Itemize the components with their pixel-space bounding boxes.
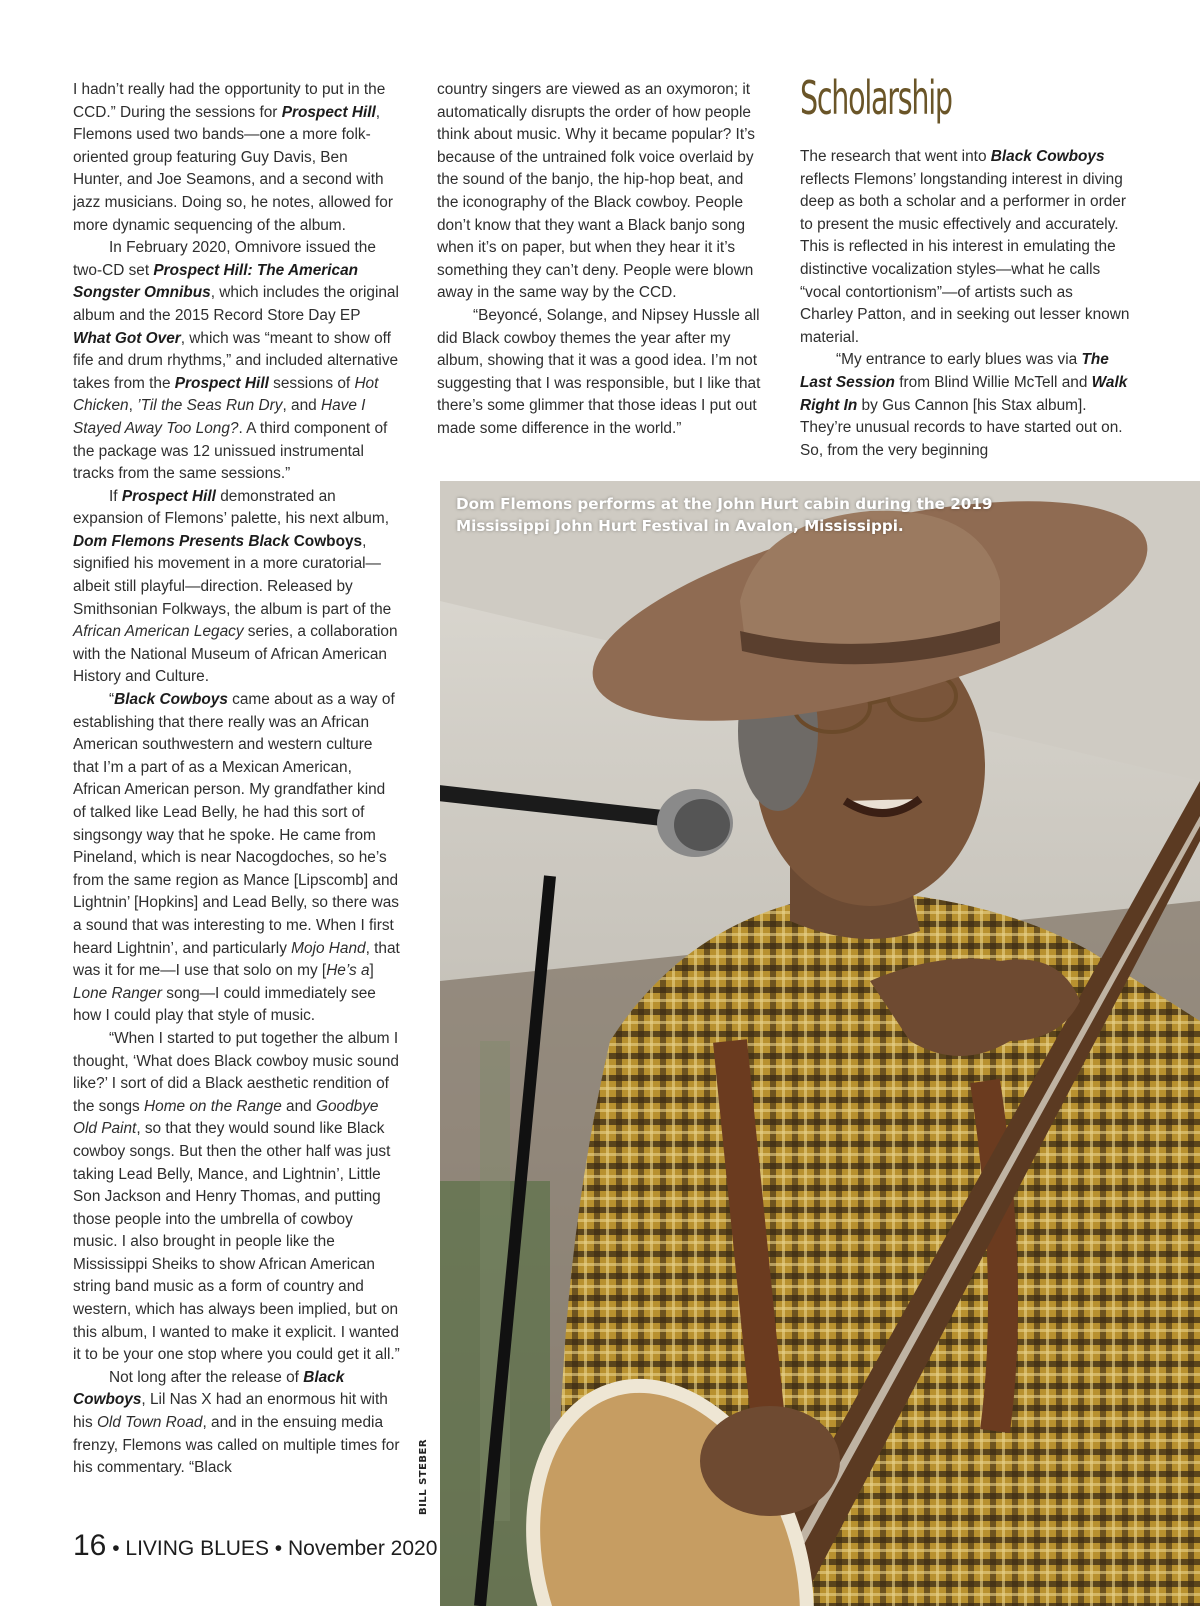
body-text: In February 2020, Omnivore issued the two-CD set [73, 239, 376, 279]
title-text: Old Town Road [96, 1414, 203, 1432]
body-text: “ [109, 691, 115, 709]
publication-line: • LIVING BLUES • November 2020 [106, 1537, 438, 1560]
body-text: , Lil Nas X had an enormous hit with his [73, 1391, 388, 1432]
title-text: The Last Session [800, 351, 1109, 391]
body-text: The research that went into [800, 148, 991, 165]
title-text: Walk Right In [800, 373, 1128, 414]
paragraph [73, 486, 401, 689]
title-text: Lone Ranger [73, 984, 162, 1002]
title-text: Black Cowboys [114, 691, 228, 709]
column-1 [73, 79, 401, 1480]
title-text: Hot Chicken [73, 374, 379, 415]
title-text: Black Cowboys [73, 1368, 345, 1409]
body-text: country singers are viewed as an oxymoron; it automatically disrupts the order of how people think about music. Why it became popular? It’s because of the untrained folk voice overlaid by the sound of the banjo, the hip-hop beat, and the iconography of the Black cowboy. People don’t know that they want a Black banjo song when it’s on paper, but when they hear it it’s something they can’t deny. People were blown away in the same way by the CCD. [437, 81, 755, 302]
title-text: ’Til the Seas Run Dry [137, 397, 283, 415]
photo-credit: BILL STEBER [418, 1438, 429, 1515]
body-text: “My entrance to early blues was via [836, 351, 1082, 369]
body-text: ] [369, 962, 374, 980]
body-text: , and [282, 397, 321, 415]
title-text: Prospect Hill [174, 374, 269, 392]
body-text: “When I started to put together the album I thought, ‘What does Black cowboy music sound like?’ I sort of did a Black aesthetic rendition of the songs [73, 1029, 399, 1115]
title-text: What Got Over [73, 329, 181, 347]
title-text: African American Legacy [73, 623, 244, 641]
body-text: from Blind Willie McTell and [894, 373, 1092, 391]
photo-caption: Dom Flemons performs at the John Hurt cabin during the 2019 Mississippi John Hurt Festival in Avalon, Mississippi. [456, 495, 993, 535]
title-text: He’s a [326, 962, 370, 980]
title-text: Cowboys [293, 532, 363, 550]
body-text: came about as a way of establishing that there really was an African American southwestern and western culture that I’m a part of as a Mexican American, African American person. My grandfather kind of talked like Lead Belly, he had this sort of singsongy way that he spoke. He came from Pineland, which is near Nacogdoches, so he’s from the same region as Mance [Lipscomb] and Lightnin’ [Hopkins] and Lead Belly, so there was a sound that was interesting to me. When I first heard Lightnin’, and particularly [73, 691, 399, 957]
paragraph [73, 237, 401, 486]
body-text: I hadn’t really had the opportunity to put in the CCD.” During the sessions for [73, 81, 386, 121]
paragraph [73, 1367, 401, 1480]
title-text: Prospect Hill [121, 487, 216, 505]
body-text: If [109, 487, 122, 505]
photo-credit-wrapper [418, 1438, 432, 1515]
body-text: song—I could immediately see how I could play that style of music. [73, 984, 376, 1025]
title-text: Goodbye Old Paint [73, 1097, 379, 1138]
paragraph [800, 146, 1130, 349]
body-text: demonstrated an expansion of Flemons’ palette, his next album, [73, 487, 389, 528]
body-text: , which was “meant to show off fife and drum rhythms,” and included alternative takes from the [73, 329, 399, 392]
body-text: , [128, 397, 138, 415]
paragraph [800, 349, 1130, 462]
title-text: Home on the Range [144, 1097, 282, 1115]
body-text: . A third component of the package was 12 unissued instrumental tracks from the same sessions.” [73, 419, 388, 483]
title-text: Mojo Hand [291, 939, 366, 957]
paragraph [73, 689, 401, 1028]
photo-illustration [440, 481, 1200, 1606]
column-2 [437, 79, 765, 441]
paragraph [73, 79, 401, 237]
body-text: and [281, 1097, 317, 1115]
title-text: Have I Stayed Away Too Long? [73, 397, 366, 437]
title-text: Black Cowboys [990, 148, 1105, 165]
body-text: by Gus Cannon [his Stax album]. They’re unusual records to have started out on. So, from the very beginning [800, 396, 1123, 459]
body-text: sessions of [268, 374, 355, 392]
paragraph [73, 1028, 401, 1367]
body-text: , signified his movement in a more curatorial—albeit still playful—direction. Released by Smithsonian Folkways, the album is part of the [73, 532, 392, 618]
page-number: 16 [73, 1529, 107, 1562]
body-text: reflects Flemons’ longstanding interest in diving deep as both a scholar and a performer in order to present the music effectively and accurately. This is reflected in his interest in emulating the distinctive vocalization styles—what he calls “vocal contortionism”—of artists such as Charley Patton, and in seeking out lesser known material. [800, 170, 1130, 346]
paragraph [437, 79, 765, 305]
title-text: Dom Flemons Presents Black [73, 532, 290, 550]
body-text: , and in the ensuing media frenzy, Flemons was called on multiple times for his commentary. “Black [73, 1414, 400, 1477]
body-text: “Beyoncé, Solange, and Nipsey Hussle all did Black cowboy themes the year after my album, showing that it was a good idea. I’m not suggesting that I was responsible, but I like that there’s some glimmer that those ideas I put out made some difference in the world.” [437, 306, 761, 437]
title-text: Prospect Hill: The American Songster Omnibus [73, 261, 359, 302]
section-heading: Scholarship [800, 71, 952, 125]
body-text: , so that they would sound like Black cowboy songs. But then the other half was just taking Lead Belly, Mance, and Lightnin’, Little Son Jackson and Henry Thomas, and putting those people into the umbrella of cowboy music. I also brought in people like the Mississippi Sheiks to show African American string band music as a form of country and western, which has always been implied, but on this album, I wanted to make it explicit. I wanted it to be your one stop where you could get it all.” [73, 1120, 400, 1364]
column-3 [800, 72, 1130, 462]
body-text: series, a collaboration with the National Museum of African American History and Culture. [73, 623, 398, 686]
page-footer [73, 1529, 437, 1563]
paragraph [437, 305, 765, 441]
performer-photo [440, 481, 1200, 1606]
title-text: Prospect Hill [281, 103, 376, 121]
body-text: Not long after the release of [109, 1368, 304, 1386]
body-text: , which includes the original album and the 2015 Record Store Day EP [73, 284, 399, 324]
body-text: , that was it for me—I use that solo on my [ [73, 939, 400, 980]
body-text: , Flemons used two bands—one a more folk-oriented group featuring Guy Davis, Ben Hunter, and Joe Seamons, and a second with jazz musicians. Doing so, he notes, allowed for more dynamic sequencing of the album. [73, 103, 393, 234]
